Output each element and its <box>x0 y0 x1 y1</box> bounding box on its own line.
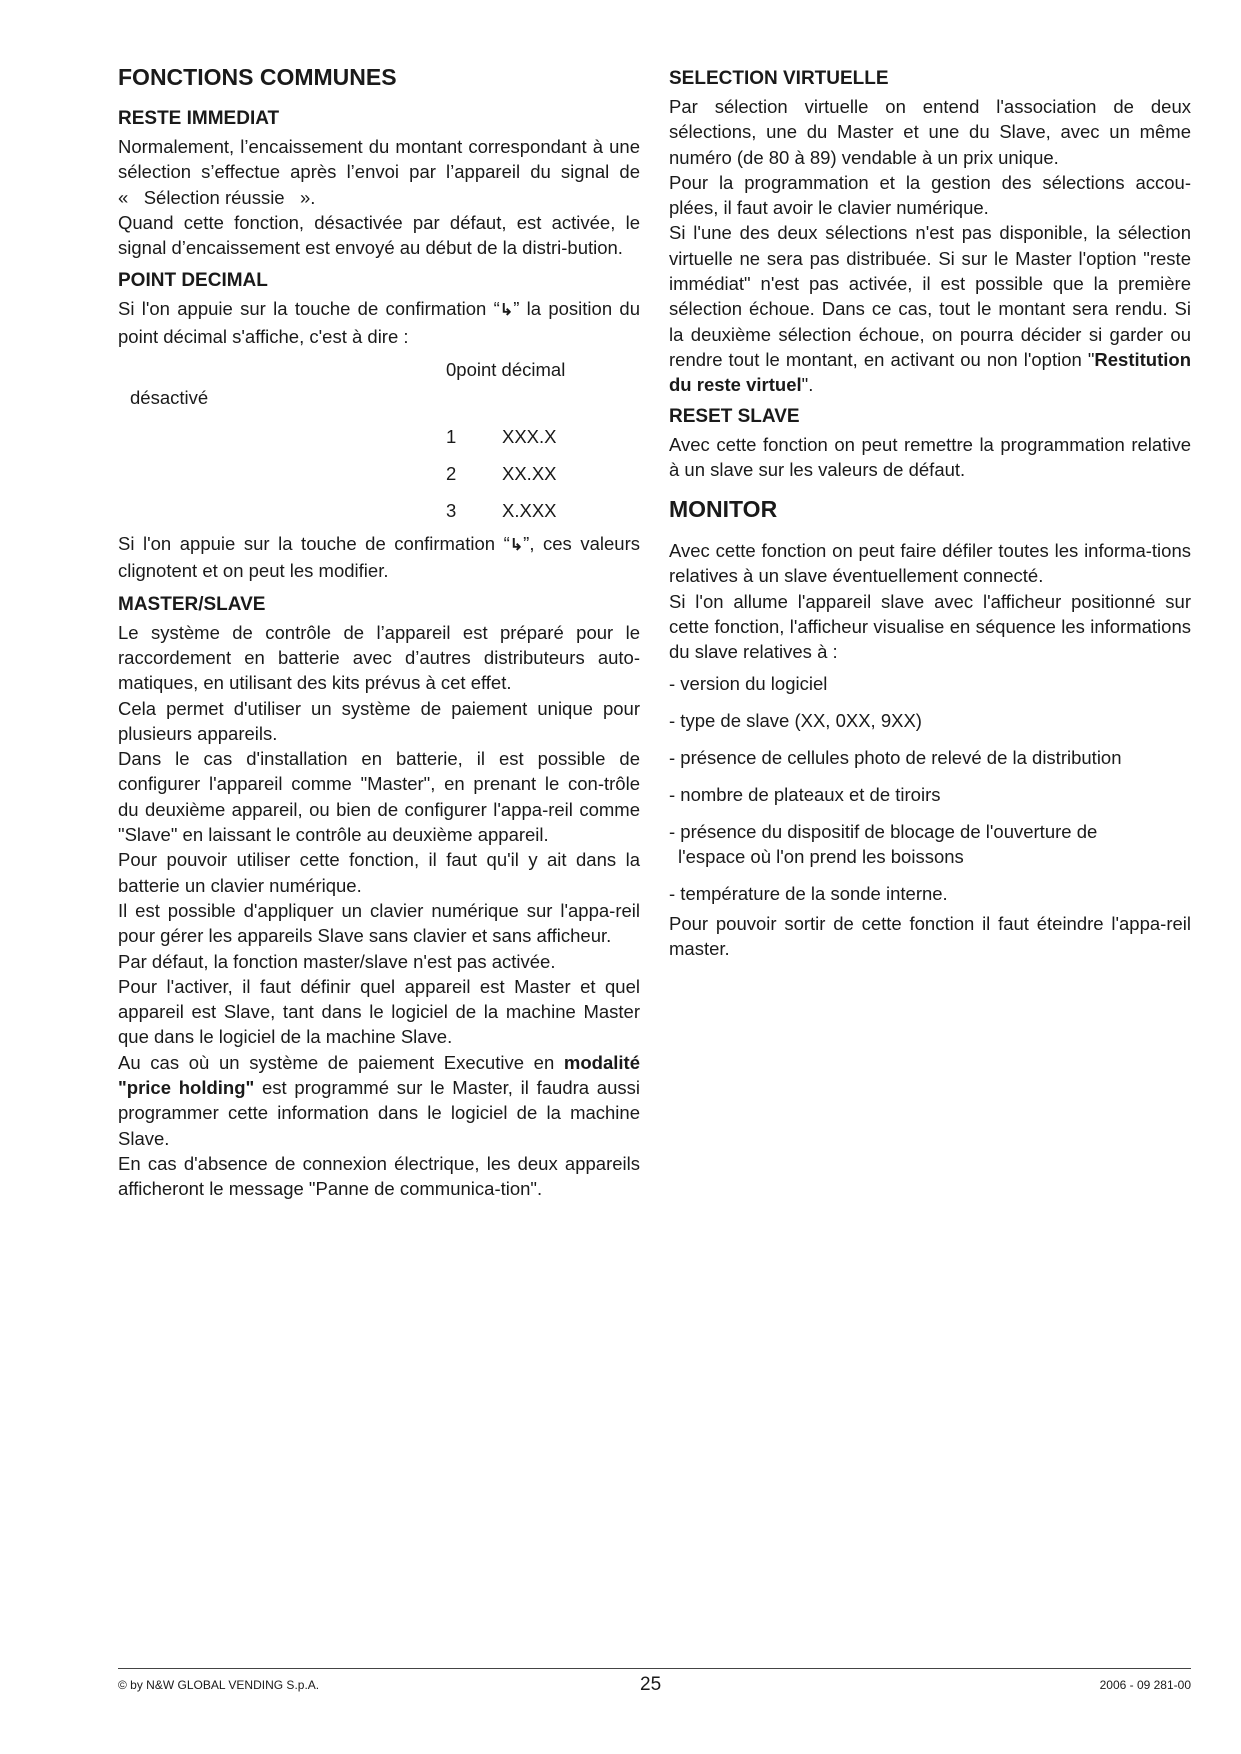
reste-immediat-p1: Normalement, l’encaissement du montant correspondant à une sélection s’effectue après l’envoi par l’appareil du signal de « Sélection réussie ». <box>118 136 640 208</box>
footer-doc-code: 2006 - 09 281-00 <box>1099 1678 1191 1692</box>
decimal-option-0-text: point décimal <box>456 359 566 381</box>
monitor-item-5: - présence du dispositif de blocage de l'ouverture de <box>669 820 1098 842</box>
selection-virtuelle-p3-bold: Restitution du reste virtuel <box>669 348 1191 396</box>
master-slave-p4: Pour pouvoir utiliser cette fonction, il faut qu'il y ait dans la batterie un clavier numérique. <box>118 849 640 896</box>
reset-slave-p1: Avec cette fonction on peut remettre la programmation relative à un slave sur les valeurs de défaut. <box>669 433 1191 480</box>
master-slave-p3: Dans le cas d'installation en batterie, il est possible de configurer l'appareil comme "Master", en prenant le con-trôle du deuxième appareil, ou bien de configurer l'appa-reil comme "Slave" en laissant le contrôle au deuxième appareil. <box>118 748 640 846</box>
master-slave-heading: MASTER/SLAVE <box>118 593 266 615</box>
master-slave-p8-text-a: Au cas où un système de paiement Executive en <box>118 1051 564 1073</box>
reste-immediat-heading: RESTE IMMEDIAT <box>118 108 280 129</box>
footer-rule <box>118 1668 1191 1669</box>
point-decimal-p1-text-a: Si l'on appuie sur la touche de confirmation “ <box>118 298 500 320</box>
footer-copyright: © by N&W GLOBAL VENDING S.p.A. <box>118 1678 320 1692</box>
master-slave-p8-text-b: est programmé sur le Master, il faudra aussi programmer cette information dans le logiciel de la machine Slave. <box>118 1077 640 1149</box>
reste-immediat-p2: Quand cette fonction, désactivée par défaut, est activée, le signal d’encaissement est envoyé au début de la distri-bution. <box>118 211 640 259</box>
confirm-key-icon: ↳ <box>509 537 524 555</box>
selection-virtuelle-p1: Par sélection virtuelle on entend l'association de deux sélections, une du Master et une du Slave, avec un même numéro (de 80 à 89) vendable à un prix unique. <box>669 96 1191 168</box>
decimal-option-2-text: XX.XX <box>502 462 557 484</box>
point-decimal-heading: POINT DECIMAL <box>118 270 268 292</box>
page-title: FONCTIONS COMMUNES <box>118 64 397 90</box>
decimal-option-3-text: X.XXX <box>502 499 557 521</box>
decimal-option-3-num: 3 <box>446 499 457 521</box>
master-slave-p8-bold: modalité "price holding" <box>118 1051 640 1099</box>
selection-virtuelle-p3-text-a: Si l'une des deux sélections n'est pas disponible, la sélection virtuelle ne sera pas distribuée. Si sur le Master l'option "reste immédiat" n'est pas activée, il est possible que la première sélection échoue. Dans ce cas, tout le montant sera rendu. Si la deuxième sélection échoue, on pourra décider si garder ou rendre tout le montant, en activant ou non l'option " <box>669 222 1191 370</box>
decimal-option-1 <box>446 418 640 455</box>
master-slave-p7: Pour l'activer, il faut définir quel appareil est Master et quel appareil est Slave, tant dans le logiciel de la machine Master que dans le logiciel de la machine Slave. <box>118 975 640 1048</box>
selection-virtuelle-p2: Pour la programmation et la gestion des sélections accou-plées, il faut avoir le clavier numérique. <box>669 171 1191 219</box>
confirm-key-icon: ↳ <box>499 302 514 320</box>
decimal-option-1-text: XXX.X <box>502 425 557 447</box>
monitor-item-4: - nombre de plateaux et de tiroirs <box>669 783 941 805</box>
master-slave-p9: En cas d'absence de connexion électrique, les deux appareils afficheront le message "Panne de communica-tion". <box>118 1152 640 1200</box>
selection-virtuelle-heading: SELECTION VIRTUELLE <box>669 68 889 89</box>
decimal-option-2-num: 2 <box>446 462 457 484</box>
point-decimal-p2 <box>118 531 640 584</box>
decimal-option-3 <box>446 492 640 529</box>
master-slave-p1: Le système de contrôle de l’appareil est préparé pour le raccordement en batterie avec d’autres distributeurs auto-matiques, en utilisant des kits prévus à cet effet. <box>118 621 640 694</box>
left-column <box>118 60 640 1202</box>
page-number: 25 <box>640 1674 662 1695</box>
master-slave-p8 <box>118 1050 640 1151</box>
selection-virtuelle-p3-text-b: ". <box>801 374 814 396</box>
monitor-item-3: - présence de cellules photo de relevé de la distribution <box>669 746 1122 768</box>
master-slave-p6: Par défaut, la fonction master/slave n'est pas activée. <box>118 950 556 972</box>
point-decimal-p2-text-a: Si l'on appuie sur la touche de confirmation “ <box>118 533 510 555</box>
point-decimal-p2-text-b: ”, ces valeurs clignotent et on peut les modifier. <box>118 533 640 582</box>
monitor-item-1: - version du logiciel <box>669 672 828 694</box>
decimal-option-0-num: 0 <box>446 359 457 381</box>
point-decimal-p1-text-b: ” la position du point décimal s'affiche, c'est à dire : <box>118 298 640 347</box>
monitor-p3: Pour pouvoir sortir de cette fonction il faut éteindre l'appa-reil master. <box>669 912 1191 959</box>
monitor-p2: Si l'on allume l'appareil slave avec l'afficheur positionné sur cette fonction, l'afficheur visualise en séquence les informations du slave relatives à : <box>669 590 1191 663</box>
decimal-option-0 <box>446 359 640 381</box>
point-decimal-p1 <box>118 296 640 349</box>
monitor-item-6: - température de la sonde interne. <box>669 882 948 904</box>
monitor-heading: MONITOR <box>669 496 778 523</box>
master-slave-p2: Cela permet d'utiliser un système de paiement unique pour plusieurs appareils. <box>118 697 640 744</box>
monitor-p1: Avec cette fonction on peut faire défiler toutes les informa-tions relatives à un slave éventuellement connecté. <box>669 540 1191 587</box>
right-column <box>669 64 1191 961</box>
decimal-option-0-continuation: désactivé <box>130 387 209 409</box>
decimal-option-2 <box>446 455 640 492</box>
selection-virtuelle-p3 <box>669 220 1191 397</box>
reset-slave-heading: RESET SLAVE <box>669 405 800 427</box>
decimal-option-1-num: 1 <box>446 425 457 447</box>
monitor-item-2: - type de slave (XX, 0XX, 9XX) <box>669 709 922 731</box>
master-slave-p5: Il est possible d'appliquer un clavier numérique sur l'appa-reil pour gérer les appareils Slave sans clavier et sans afficheur. <box>118 899 640 947</box>
monitor-item-5-continuation: l'espace où l'on prend les boissons <box>678 845 964 867</box>
